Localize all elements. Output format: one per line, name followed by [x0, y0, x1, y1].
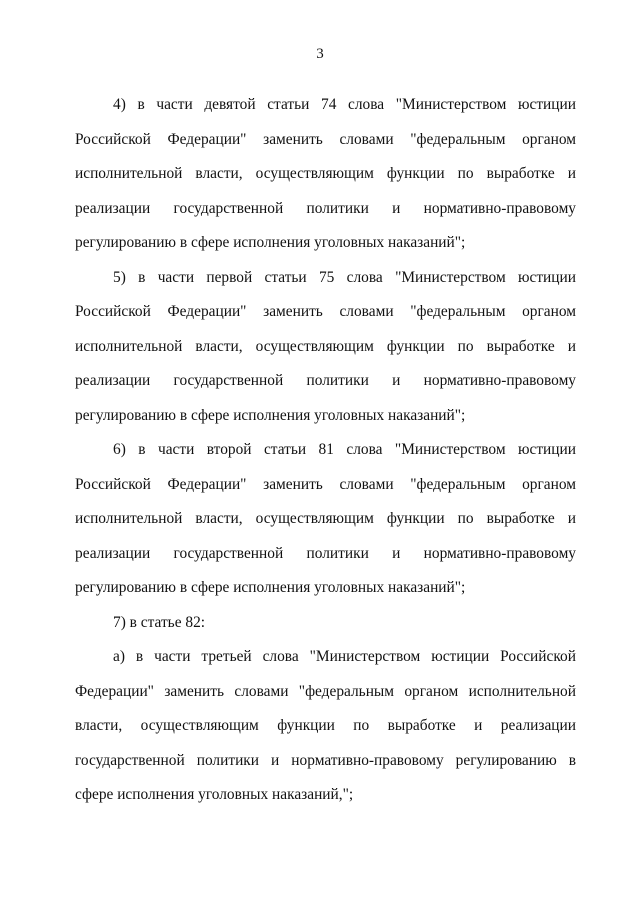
paragraph-item-6: 6) в части второй статьи 81 слова "Министерством юстиции Российской Федерации" заменить словами "федеральным органом исполнительной власти, осуществляющим функции по выработке и реализации государственной политики и нормативно-правовому регулированию в сфере исполнения уголовных наказаний";	[75, 441, 576, 596]
paragraph-subitem-a: а) в части третьей слова "Министерством юстиции Российской Федерации" заменить словами "федеральным органом исполнительной власти, осуществляющим функции по выработке и реализации государственной политики и нормативно-правовому регулированию в сфере исполнения уголовных наказаний,";	[75, 648, 576, 803]
paragraph-item-4: 4) в части девятой статьи 74 слова "Министерством юстиции Российской Федерации" заменить словами "федеральным органом исполнительной власти, осуществляющим функции по выработке и реализации государственной политики и нормативно-правовому регулированию в сфере исполнения уголовных наказаний";	[75, 96, 576, 251]
document-body	[75, 88, 576, 813]
paragraph-item-7: 7) в статье 82:	[113, 613, 206, 631]
page-number: 3	[316, 46, 324, 62]
paragraph-item-5: 5) в части первой статьи 75 слова "Министерством юстиции Российской Федерации" заменить словами "федеральным органом исполнительной власти, осуществляющим функции по выработке и реализации государственной политики и нормативно-правовому регулированию в сфере исполнения уголовных наказаний";	[75, 268, 576, 424]
